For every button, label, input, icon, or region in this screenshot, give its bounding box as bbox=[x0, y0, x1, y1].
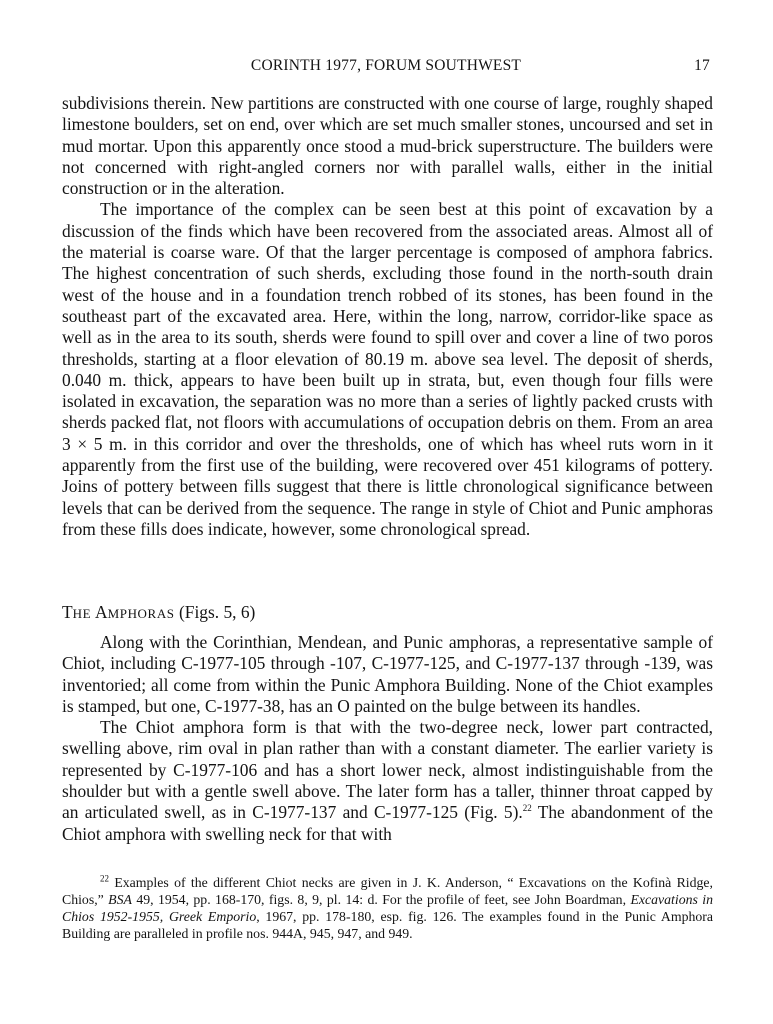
footnote-reference[interactable]: 22 bbox=[522, 803, 532, 814]
paragraph-continued: subdivisions therein. New partitions are constructed with one course of large, roughly shaped limestone boulders, set on end, over which are set much smaller stones, uncoursed and set in mud mortar. Upon this apparently once stood a mud-brick superstructure. The builders were not concerned with right-angled corners nor with parallel walls, either in the initial construction or in the alteration. bbox=[62, 93, 713, 199]
footnote-journal-title: BSA bbox=[108, 891, 132, 907]
footnote-number: 22 bbox=[100, 873, 109, 884]
footnote-part-3: , 1967, pp. 178-180, esp. fig. 126. The examples found in the Punic Amphora Building are paralleled in profile nos. 944A, 945, 947, and 949. bbox=[62, 908, 713, 941]
running-head bbox=[62, 57, 710, 79]
heading-initial-a: A bbox=[95, 602, 108, 622]
footnote-book-title: Excavations in Chios 1952-1955, Greek Emporio bbox=[62, 891, 713, 924]
heading-figure-ref: (Figs. 5, 6) bbox=[174, 602, 256, 622]
paragraph-chiot-form-tail: The abandonment of the Chiot amphora with swelling neck for that with bbox=[62, 802, 713, 844]
paragraph-finds: The importance of the complex can be seen best at this point of excavation by a discussion of the finds which have been recovered from the associated areas. Almost all of the material is coarse ware. Of that the larger percentage is composed of amphora fabrics. The highest concentration of such sherds, excluding those found in the north-south drain west of the house and in a foundation trench robbed of its stones, has been found in the southeast part of the excavated area. Here, within the long, narrow, corridor-like space as well as in the area to its south, sherds were found to spill over and cover a line of two poros thresholds, starting at a floor elevation of 80.19 m. above sea level. The deposit of sherds, 0.040 m. thick, appears to have been built up in strata, but, even though four fills were isolated in excavation, the separation was no more than a series of lightly packed crusts with sherds packed flat, not floors with accumulations of occupation debris on them. From an area 3 × 5 m. in this corridor and over the thresholds, one of which has wheel ruts worn in it apparently from the first use of the building, were recovered over 451 kilograms of pottery. Joins of pottery between fills suggest that there is little chronological significance between levels that can be derived from the sequence. The range in style of Chiot and Punic amphoras from these fills does indicate, however, some chronological spread. bbox=[62, 199, 713, 539]
section-body bbox=[62, 632, 713, 845]
section-heading bbox=[62, 602, 255, 624]
running-title: CORINTH 1977, FORUM SOUTHWEST bbox=[250, 57, 522, 74]
heading-small-caps-he: HE bbox=[72, 606, 96, 621]
footnote-part-2: 49, 1954, pp. 168-170, figs. 8, 9, pl. 14: d. For the profile of feet, see John Boardman, bbox=[131, 891, 631, 907]
body-text bbox=[62, 93, 713, 540]
heading-initial-t: T bbox=[62, 602, 73, 622]
footnote-part-1: Examples of the different Chiot necks are given in J. K. Anderson, “ Excavations on the Kofinà Ridge, Chios,” bbox=[62, 875, 713, 907]
page-number: 17 bbox=[694, 57, 710, 74]
footnote-22 bbox=[62, 875, 713, 943]
paragraph-chiot-form-text: The Chiot amphora form is that with the two-degree neck, lower part contracted, swelling above, rim oval in plan rather than with a constant diameter. The earlier variety is represented by C-1977-106 and has a short lower neck, almost indistinguishable from the shoulder but with a gentle swell above. The later form has a taller, thinner throat capped by an articulated swell, as in C-1977-137 and C-1977-125 (Fig. 5). bbox=[62, 717, 713, 823]
heading-small-caps-mphoras: MPHORAS bbox=[107, 606, 175, 621]
paragraph-sample: Along with the Corinthian, Mendean, and Punic amphoras, a representative sample of Chiot, including C-1977-105 through -107, C-1977-125, and C-1977-137 through -139, was inventoried; all come from within the Punic Amphora Building. None of the Chiot examples is stamped, but one, C-1977-38, has an O painted on the bulge between its handles. bbox=[62, 632, 713, 716]
paragraph-chiot-form bbox=[62, 717, 713, 845]
footnote-text bbox=[62, 875, 713, 943]
